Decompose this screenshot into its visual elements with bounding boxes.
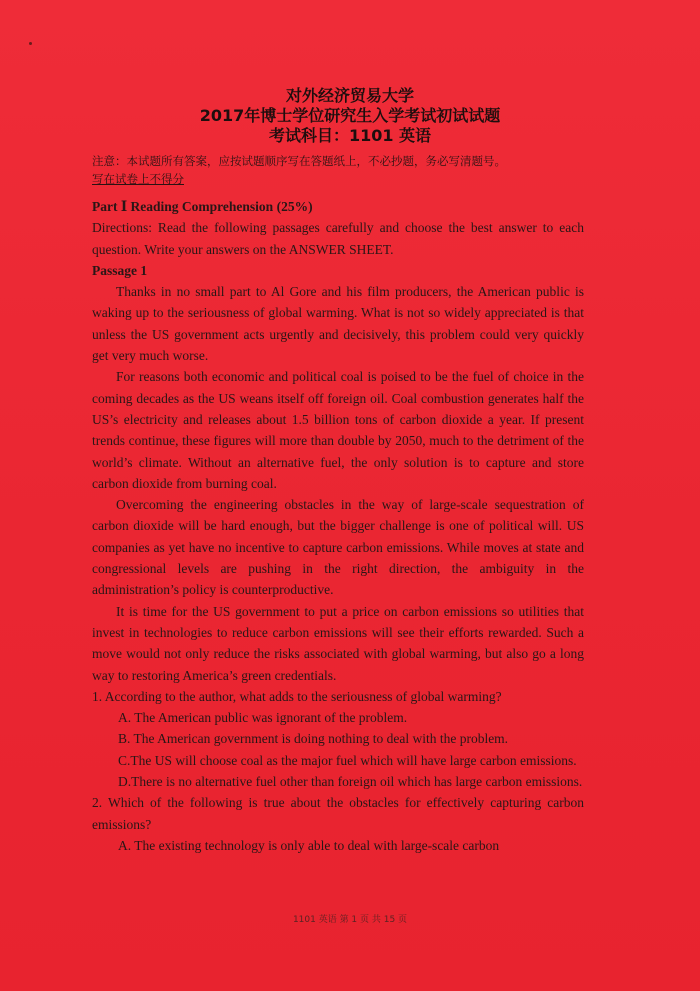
exam-notice (92, 152, 592, 188)
question-1-option-a: A. The American public was ignorant of the problem. (118, 710, 408, 726)
passage-paragraph-1: Thanks in no small part to Al Gore and his film producers, the American public is waking up to the seriousness of global warming. What is not so widely appreciated is that unless the US government acts urgently and decisively, this problem could very quickly get very much worse. (92, 284, 584, 364)
exam-content (92, 196, 584, 856)
passage-paragraph-2: For reasons both economic and political coal is poised to be the fuel of choice in the coming decades as the US weans itself off foreign oil. Coal combustion generates half the US’s electricity and releases about 1.5 billion tons of carbon dioxide a year. If present trends continue, these figures will more than double by 2050, much to the detriment of the world’s climate. Without an alternative fuel, the only solution is to capture and store carbon dioxide from burning coal. (92, 369, 584, 491)
passage-paragraph-4: It is time for the US government to put a price on carbon emissions so utilities that invest in technologies to reduce carbon emissions will see their efforts rewarded. Such a move would not only reduce the risks associated with global warming, but also go a long way to restoring America’s green credentials. (92, 603, 584, 683)
notice-warning: 写在试卷上不得分 (92, 172, 184, 186)
directions: Directions: Read the following passages carefully and choose the best answer to each question. Write your answers on the ANSWER SHEET. (92, 220, 584, 257)
passage-paragraph-3: Overcoming the engineering obstacles in the way of large-scale sequestration of carbon dioxide will be hard enough, but the bigger challenge is one of political will. US companies as yet have no incentive to capture carbon emissions. While moves at state and congressional levels are pushing in the right direction, the ambiguity in the administration’s policy is counterproductive. (92, 497, 584, 598)
notice-line: 注意：本试题所有答案，应按试题顺序写在答题纸上，不必抄题，务必写清题号。 (92, 154, 506, 168)
passage-title: Passage 1 (92, 262, 148, 278)
question-2: 2. Which of the following is true about the obstacles for effectively capturing carbon emissions? (92, 795, 584, 832)
question-2-option-a: A. The existing technology is only able to deal with large-scale carbon (118, 837, 500, 853)
question-1-option-c: C.The US will choose coal as the major fuel which will have large carbon emissions. (118, 752, 577, 768)
page-footer: 1101 英语 第 1 页 共 15 页 (292, 915, 408, 925)
exam-subject: 考试科目：1101 英语 (268, 126, 432, 145)
part-title: Part Ⅰ Reading Comprehension (25%) (92, 199, 313, 214)
question-1: 1. According to the author, what adds to the seriousness of global warming? (92, 688, 502, 704)
paper-speck (29, 42, 32, 45)
question-1-option-d: D.There is no alternative fuel other than foreign oil which has large carbon emissions. (118, 774, 583, 790)
question-1-option-b: B. The American government is doing nothing to deal with the problem. (118, 731, 509, 747)
university-name: 对外经济贸易大学 (285, 86, 414, 105)
exam-title: 2017年博士学位研究生入学考试初试试题 (199, 106, 501, 125)
exam-header (0, 86, 700, 146)
